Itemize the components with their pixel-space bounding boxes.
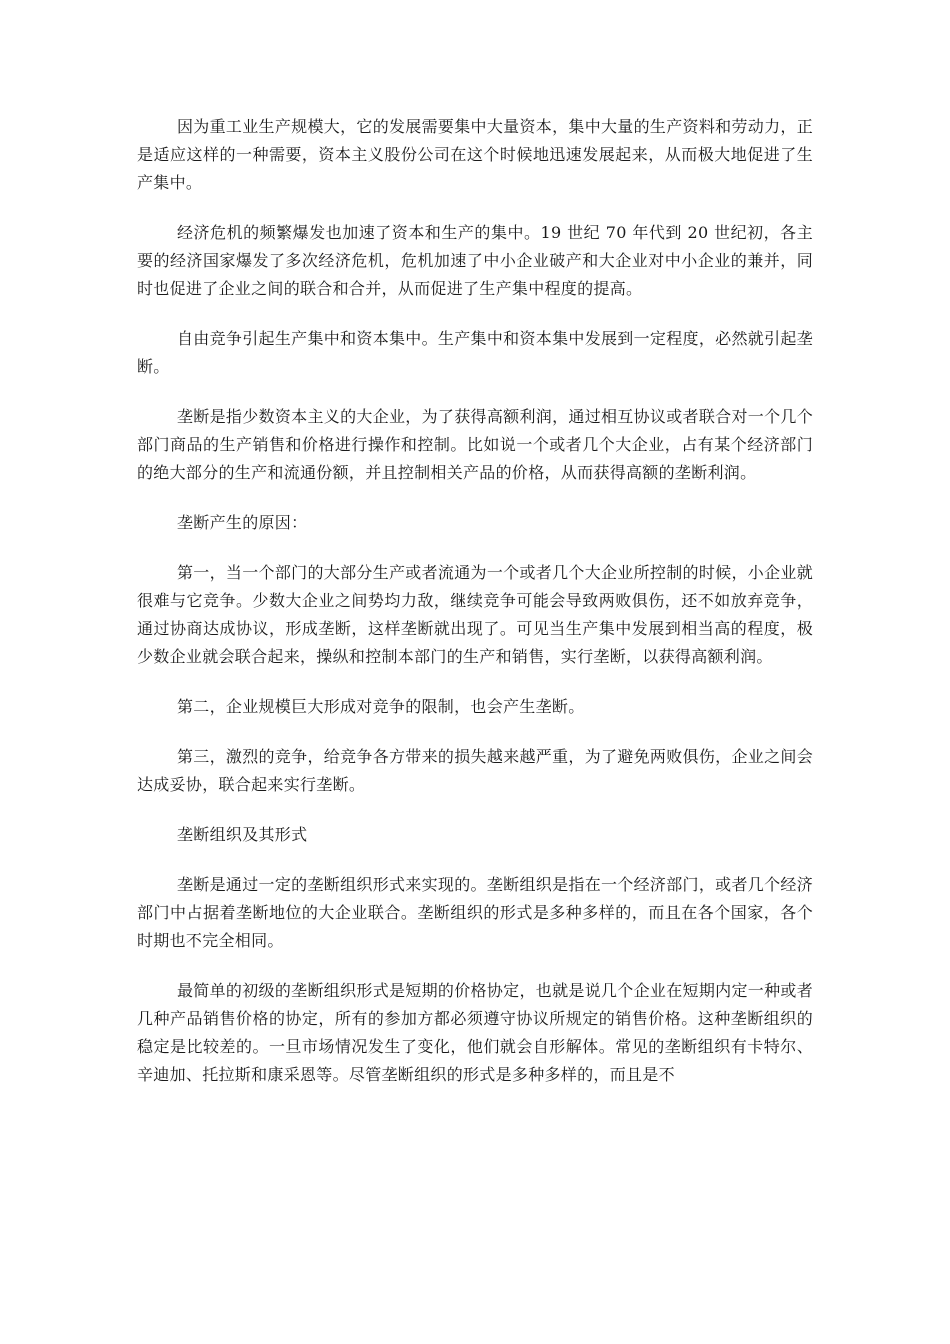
paragraph-cause-first: 第一，当一个部门的大部分生产或者流通为一个或者几个大企业所控制的时候，小企业就很难与它竞争。少数大企业之间势均力敌，继续竞争可能会导致两败俱伤，还不如放弃竞争，通过协商达成协议，形成垄断，这样垄断就出现了。可见当生产集中发展到相当高的程度，极少数企业就会联合起来，操纵和控制本部门的生产和销售，实行垄断，以获得高额利润。: [137, 563, 813, 666]
paragraph-heavy-industry: 因为重工业生产规模大，它的发展需要集中大量资本，集中大量的生产资料和劳动力，正是适应这样的一种需要，资本主义股份公司在这个时候地迅速发展起来，从而极大地促进了生产集中。: [137, 117, 813, 192]
paragraph-monopoly-organization-definition: 垄断是通过一定的垄断组织形式来实现的。垄断组织是指在一个经济部门，或者几个经济部门中占据着垄断地位的大企业联合。垄断组织的形式是多种多样的，而且在各个国家，各个时期也不完全相同。: [137, 875, 813, 950]
document-page: [137, 113, 813, 1111]
heading-monopoly-causes: 垄断产生的原因：: [177, 513, 308, 532]
paragraph-cause-third: 第三，激烈的竞争，给竞争各方带来的损失越来越严重，为了避免两败俱伤，企业之间会达成妥协，联合起来实行垄断。: [137, 747, 813, 794]
paragraph-cause-second: 第二，企业规模巨大形成对竞争的限制，也会产生垄断。: [177, 697, 585, 716]
heading-monopoly-organizations: 垄断组织及其形式: [177, 825, 308, 844]
paragraph-monopoly-definition: 垄断是指少数资本主义的大企业，为了获得高额利润，通过相互协议或者联合对一个几个部门商品的生产销售和价格进行操作和控制。比如说一个或者几个大企业，占有某个经济部门的绝大部分的生产和流通份额，并且控制相关产品的价格，从而获得高额的垄断利润。: [137, 407, 813, 482]
paragraph-price-agreement: 最简单的初级的垄断组织形式是短期的价格协定，也就是说几个企业在短期内定一种或者几种产品销售价格的协定，所有的参加方都必须遵守协议所规定的销售价格。这种垄断组织的稳定是比较差的。一旦市场情况发生了变化，他们就会自形解体。常见的垄断组织有卡特尔、辛迪加、托拉斯和康采恩等。尽管垄断组织的形式是多种多样的，而且是不: [137, 981, 813, 1084]
paragraph-free-competition: 自由竞争引起生产集中和资本集中。生产集中和资本集中发展到一定程度，必然就引起垄断。: [137, 329, 813, 376]
paragraph-economic-crisis: 经济危机的频繁爆发也加速了资本和生产的集中。19 世纪 70 年代到 20 世纪初，各主要的经济国家爆发了多次经济危机，危机加速了中小企业破产和大企业对中小企业的兼并，同时也促进了企业之间的联合和合并，从而促进了生产集中程度的提高。: [137, 223, 813, 298]
